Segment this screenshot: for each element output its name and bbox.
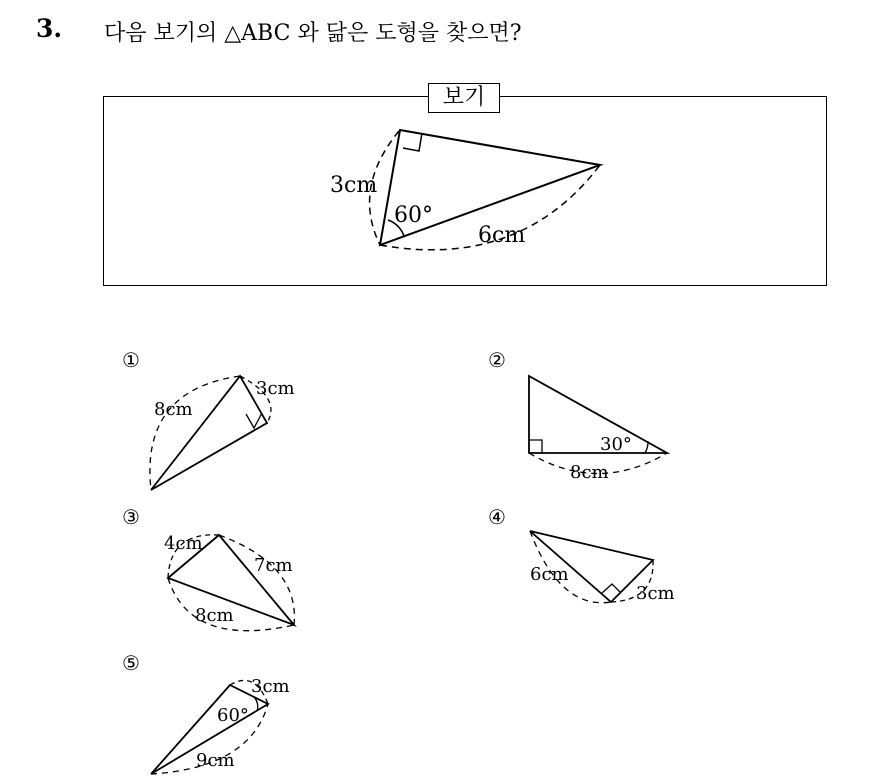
option-1-marker[interactable]: ① — [122, 348, 140, 372]
option-2-label-b: 8cm — [570, 462, 609, 483]
example-angle-label: 60° — [394, 203, 433, 228]
option-3-marker[interactable]: ③ — [122, 505, 140, 529]
example-box-title: 보기 — [428, 83, 500, 113]
option-5-marker[interactable]: ⑤ — [122, 651, 140, 675]
option-2-triangle — [529, 376, 667, 474]
example-side-short-label: 3cm — [330, 173, 378, 198]
option-5-label-a: 3cm — [251, 676, 290, 697]
example-side-long-label: 6cm — [478, 223, 526, 248]
question-text: 다음 보기의 △ABC 와 닮은 도형을 찾으면? — [104, 21, 522, 46]
option-2-marker[interactable]: ② — [488, 348, 506, 372]
question-number: 3. — [36, 14, 63, 43]
option-4-marker[interactable]: ④ — [488, 505, 506, 529]
option-1-label-a: 8cm — [154, 399, 193, 420]
option-1-label-b: 3cm — [256, 378, 295, 399]
option-4-label-b: 3cm — [636, 583, 675, 604]
option-4-label-a: 6cm — [530, 564, 569, 585]
option-3-label-b: 7cm — [254, 555, 293, 576]
option-3-label-c: 8cm — [195, 605, 234, 626]
option-5-label-c: 9cm — [196, 750, 235, 771]
option-5-label-b: 60° — [217, 705, 249, 726]
option-1-triangle — [150, 376, 271, 490]
option-3-label-a: 4cm — [164, 533, 203, 554]
option-2-label-a: 30° — [600, 434, 632, 455]
